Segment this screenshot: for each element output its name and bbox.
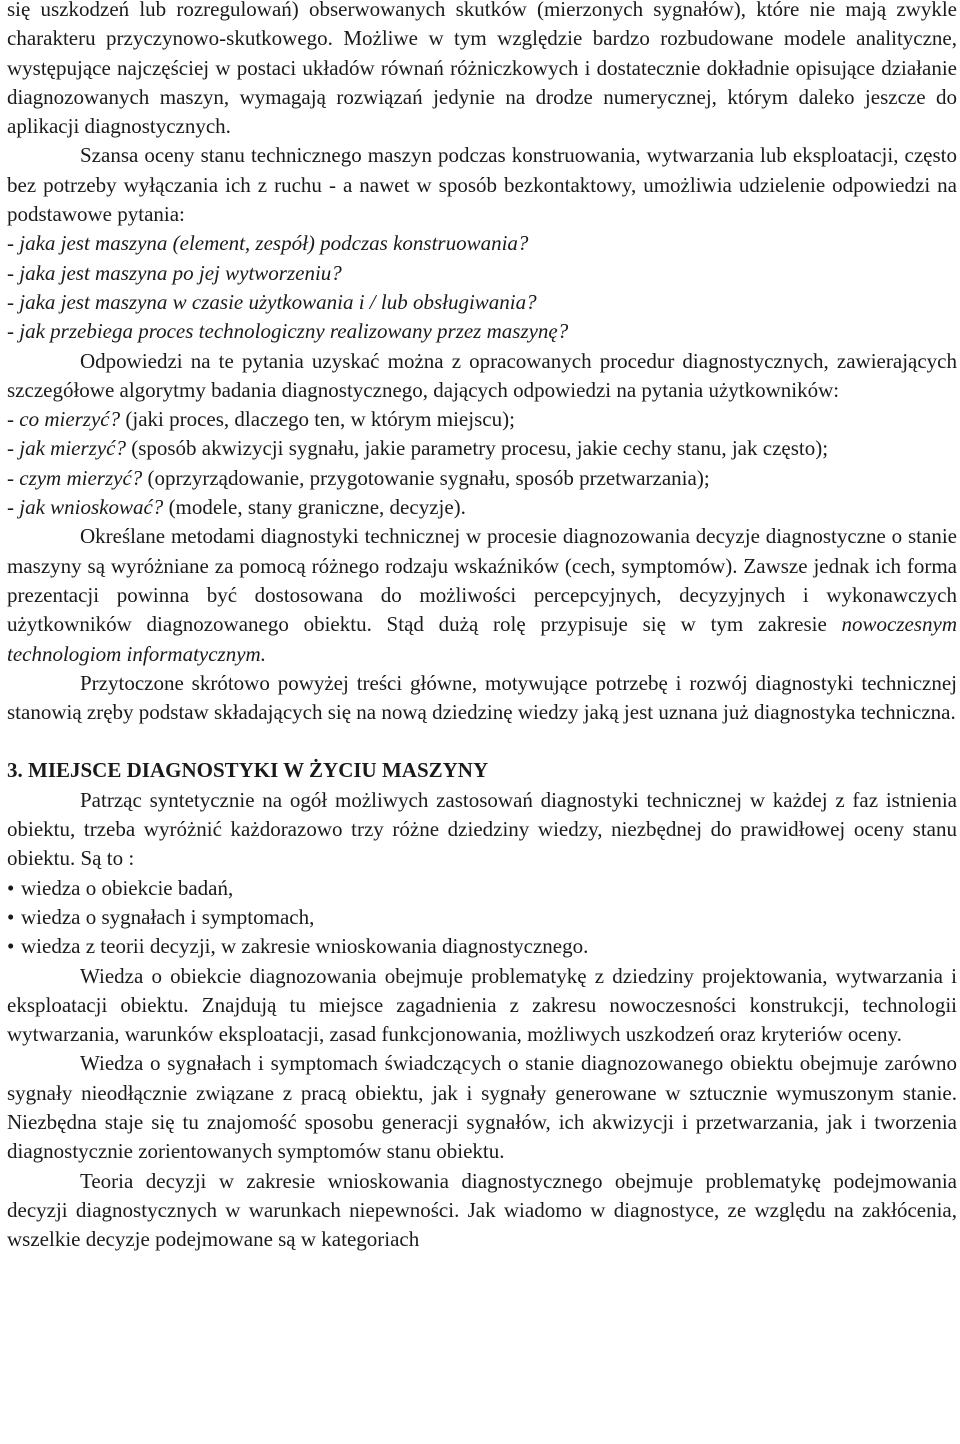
document-page — [7, 0, 957, 1254]
user-question-label: - jak mierzyć? — [7, 436, 126, 461]
paragraph-wiedza-obiekt: Wiedza o obiekcie diagnozowania obejmuje problematykę z dziedziny projektowania, wytwarzania i eksploatacji obiektu. Znajdują tu miejsce zagadnienia z zakresu nowoczesności konstrukcji, technologii wytwarzania, warunków eksploatacji, zasad funkcjonowania, możliwych uszkodzeń oraz kryteriów oceny. — [7, 963, 957, 1047]
user-question-item — [7, 434, 957, 463]
paragraph-przytoczone: Przytoczone skrótowo powyżej treści główne, motywujące potrzebę i rozwój diagnostyki technicznej stanowią zręby podstaw składających się na nową dziedzinę wiedzy jaką jest uznana już diagnostyka techniczna. — [7, 670, 957, 725]
bullet-list — [7, 874, 957, 962]
paragraph-okreslane-text: Określane metodami diagnostyki technicznej w procesie diagnozowania decyzje diagnostyczne o stanie maszyny są wyróżniane za pomocą różnego rodzaju wskaźników (cech, symptomów). Zawsze jednak ich forma prezentacji powinna być dostosowana do możliwości percepcyjnych, decyzyjnych i wykonawczych użytkowników diagnozowanego obiektu. Stąd dużą rolę przypisuje się w tym zakresie — [7, 524, 957, 637]
user-question-label: - co mierzyć? — [7, 407, 121, 432]
user-question-detail: (sposób akwizycji sygnału, jakie parametry procesu, jakie cechy stanu, jak często); — [125, 436, 829, 461]
paragraph-okreslane-italic: nowoczesnym technologiom informatycznym. — [7, 612, 957, 666]
bullet-icon: • — [7, 904, 15, 929]
paragraph-odpowiedzi: Odpowiedzi na te pytania uzyskać można z opracowanych procedur diagnostycznych, zawierających szczegółowe algorytmy badania diagnostycznego, dających odpowiedzi na pytania użytkowników: — [7, 348, 957, 402]
bullet-item — [7, 932, 957, 961]
section-heading: 3. MIEJSCE DIAGNOSTYKI W ŻYCIU MASZYNY — [7, 758, 489, 783]
bullet-text: wiedza z teorii decyzji, w zakresie wnioskowania diagnostycznego. — [21, 934, 589, 959]
user-question-label: - czym mierzyć? — [7, 465, 143, 490]
user-question-detail: (oprzyrządowanie, przygotowanie sygnału, sposób przetwarzania); — [142, 465, 710, 490]
bullet-text: wiedza o obiekcie badań, — [21, 875, 234, 900]
paragraph-teoria: Teoria decyzji w zakresie wnioskowania diagnostycznego obejmuje problematykę podejmowania decyzji diagnostycznych w warunkach niepewności. Jak wiadomo w diagnostyce, ze względu na zakłócenia, wszelkie decyzje podejmowane są w kategoriach — [7, 1168, 957, 1252]
paragraph-szansa: Szansa oceny stanu technicznego maszyn podczas konstruowania, wytwarzania lub eksploatacji, często bez potrzeby wyłączania ich z ruchu - a nawet w sposób bezkontaktowy, umożliwia udzielenie odpowiedzi na podstawowe pytania: — [7, 143, 957, 227]
bullet-icon: • — [7, 875, 15, 900]
user-question-list — [7, 405, 957, 522]
user-question-item — [7, 493, 957, 522]
bullet-icon: • — [7, 934, 15, 959]
paragraph-wiedza-sygnaly: Wiedza o sygnałach i symptomach świadczących o stanie diagnozowanego obiektu obejmuje zarówno sygnały nieodłącznie związane z pracą obiektu, jak i sygnały generowane w sztucznie wymuszonym stanie. Niezbędna staje się tu znajomość sposobu generacji sygnałów, ich akwizycji i przetwarzania, jak i tworzenia diagnostycznie zorientowanych symptomów stanu obiektu. — [7, 1051, 957, 1164]
paragraph-patrzac: Patrząc syntetycznie na ogół możliwych zastosowań diagnostyki technicznej w każdej z faz istnienia obiektu, trzeba wyróżnić każdorazowo trzy różne dziedziny wiedzy, niezbędnej do prawidłowej oceny stanu obiektu. Są to : — [7, 787, 957, 871]
bullet-item — [7, 874, 957, 903]
user-question-detail: (jaki proces, dlaczego ten, w którym miejscu); — [120, 407, 515, 432]
question-item: - jaka jest maszyna po jej wytworzeniu? — [7, 260, 342, 285]
question-item: - jak przebiega proces technologiczny realizowany przez maszynę? — [7, 319, 569, 344]
user-question-label: - jak wnioskować? — [7, 495, 164, 520]
paragraph-top: się uszkodzeń lub rozregulowań) obserwowanych skutków (mierzonych sygnałów), które nie mają zwykle charakteru przyczynowo-skutkowego. Możliwe w tym względzie bardzo rozbudowane modele analityczne, występujące najczęściej w postaci układów równań różniczkowych i dostatecznie dokładnie opisujące działanie diagnozowanych maszyn, wymagają rozwiązań jedynie na drodze numerycznej, którym daleko jeszcze do aplikacji diagnostycznych. — [7, 0, 957, 139]
question-list — [7, 229, 957, 346]
user-question-item — [7, 464, 957, 493]
paragraph-okreslane — [7, 522, 957, 668]
user-question-item — [7, 405, 957, 434]
bullet-text: wiedza o sygnałach i symptomach, — [21, 904, 315, 929]
question-item: - jaka jest maszyna (element, zespół) podczas konstruowania? — [7, 231, 529, 256]
user-question-detail: (modele, stany graniczne, decyzje). — [163, 495, 466, 520]
question-item: - jaka jest maszyna w czasie użytkowania i / lub obsługiwania? — [7, 289, 537, 314]
bullet-item — [7, 903, 957, 932]
